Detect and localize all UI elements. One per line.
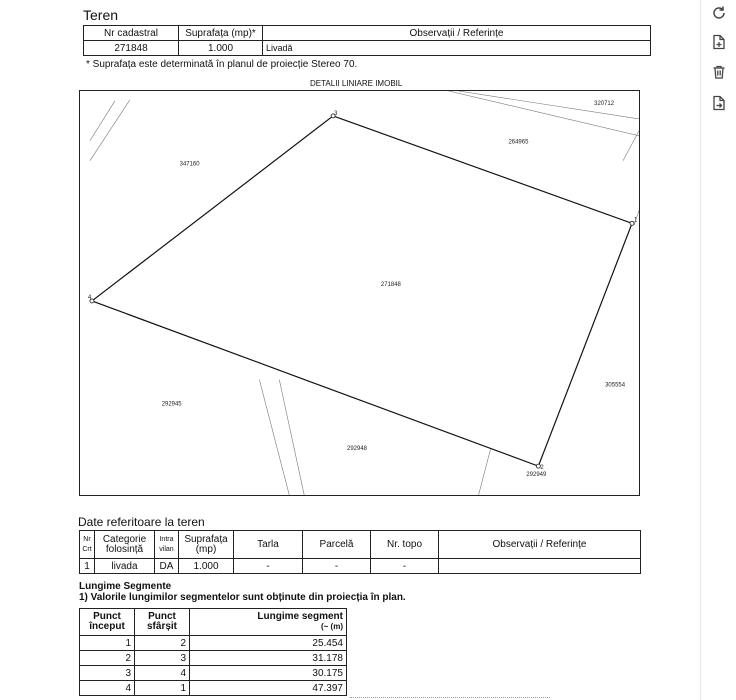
cell-suprafata: 1.000 xyxy=(179,559,234,574)
date-referitoare-table xyxy=(79,530,641,574)
cell-start: 2 xyxy=(80,651,135,666)
cell-end: 3 xyxy=(135,651,190,666)
neighbor-line xyxy=(479,449,491,495)
neighbor-line xyxy=(279,380,304,495)
neighbor-label: 347160 xyxy=(179,161,200,168)
neighbor-line xyxy=(623,131,639,161)
header-lungime xyxy=(190,609,347,636)
segmente-subtitle: 1) Valorile lungimilor segmentelor sunt obținute din proiecția în plan. xyxy=(79,592,406,603)
teren-table xyxy=(83,25,651,56)
cell-start: 3 xyxy=(80,666,135,681)
cell-suprafata: 1.000 xyxy=(179,41,263,56)
parcel-polygon xyxy=(92,116,632,466)
cell-observatii: Livadă xyxy=(263,41,651,56)
section-title-date-ref: Date referitoare la teren xyxy=(78,515,205,529)
cell-nr-cadastral: 271848 xyxy=(84,41,179,56)
plan-title: DETALII LINIARE IMOBIL xyxy=(310,79,403,88)
header-nr-topo: Nr. topo xyxy=(371,531,439,559)
header-observatii: Observații / Referințe xyxy=(263,26,651,41)
cell-length: 47.397 xyxy=(190,681,347,696)
cell-tarla: - xyxy=(234,559,303,574)
header-tarla: Tarla xyxy=(234,531,303,559)
table-row xyxy=(80,681,347,696)
cell-start: 4 xyxy=(80,681,135,696)
header-nr-crt: Nr Crt xyxy=(80,531,95,559)
parcel-plan xyxy=(79,90,640,496)
cell-categorie: livada xyxy=(95,559,155,574)
neighbor-label: 292945 xyxy=(161,401,182,408)
neighbor-label: 292948 xyxy=(347,446,367,453)
table-row xyxy=(80,651,347,666)
trash-icon[interactable] xyxy=(708,61,730,83)
cell-start: 1 xyxy=(80,636,135,651)
header-intravilan: Intra vilan xyxy=(155,531,179,559)
neighbor-line xyxy=(259,380,289,495)
point-label-2: 2 xyxy=(540,465,544,472)
header-parcela: Parcelă xyxy=(303,531,371,559)
header-suprafata: Suprafața (mp) xyxy=(179,531,234,559)
cell-intravilan: DA xyxy=(155,559,179,574)
section-title-segmente: Lungime Segmente xyxy=(79,581,172,592)
neighbor-label: 264965 xyxy=(508,139,529,146)
header-lungime-unit: (~ (m) xyxy=(321,622,343,631)
footnote: * Suprafața este determinată în planul de proiecție Stereo 70. xyxy=(86,59,358,70)
cell-nr-topo: - xyxy=(371,559,439,574)
point-label-4: 4 xyxy=(87,294,92,301)
cell-nr-crt: 1 xyxy=(80,559,95,574)
cell-length: 25.454 xyxy=(190,636,347,651)
point-label-1: 1 xyxy=(634,217,638,224)
header-lungime-label: Lungime segment xyxy=(257,611,343,622)
point-label-3: 3 xyxy=(334,110,338,117)
neighbor-label: 320712 xyxy=(594,100,615,107)
neighbor-line xyxy=(90,101,115,141)
segmente-table xyxy=(79,608,347,696)
cell-parcela: - xyxy=(303,559,371,574)
cell-observatii xyxy=(439,559,641,574)
header-suprafata: Suprafața (mp)* xyxy=(179,26,263,41)
table-row xyxy=(80,666,347,681)
neighbor-line xyxy=(449,91,639,136)
cell-end: 2 xyxy=(135,636,190,651)
header-observatii: Observații / Referințe xyxy=(439,531,641,559)
header-punct-inceput: Punct început xyxy=(80,609,135,636)
header-categorie: Categorie folosință xyxy=(95,531,155,559)
header-punct-sfarsit: Punct sfârșit xyxy=(135,609,190,636)
parcel-label: 271848 xyxy=(380,282,401,289)
neighbor-label: 305554 xyxy=(605,382,626,389)
neighbor-label: 292949 xyxy=(526,472,547,479)
export-page-icon[interactable] xyxy=(708,92,730,114)
cell-end: 4 xyxy=(135,666,190,681)
section-title-teren: Teren xyxy=(83,7,119,23)
cell-length: 30.175 xyxy=(190,666,347,681)
header-nr-cadastral: Nr cadastral xyxy=(84,26,179,41)
refresh-icon[interactable] xyxy=(708,2,730,24)
table-row xyxy=(80,636,347,651)
add-page-icon[interactable] xyxy=(708,31,730,53)
cell-end: 1 xyxy=(135,681,190,696)
page-tools-sidebar xyxy=(700,0,736,700)
cell-length: 31.178 xyxy=(190,651,347,666)
